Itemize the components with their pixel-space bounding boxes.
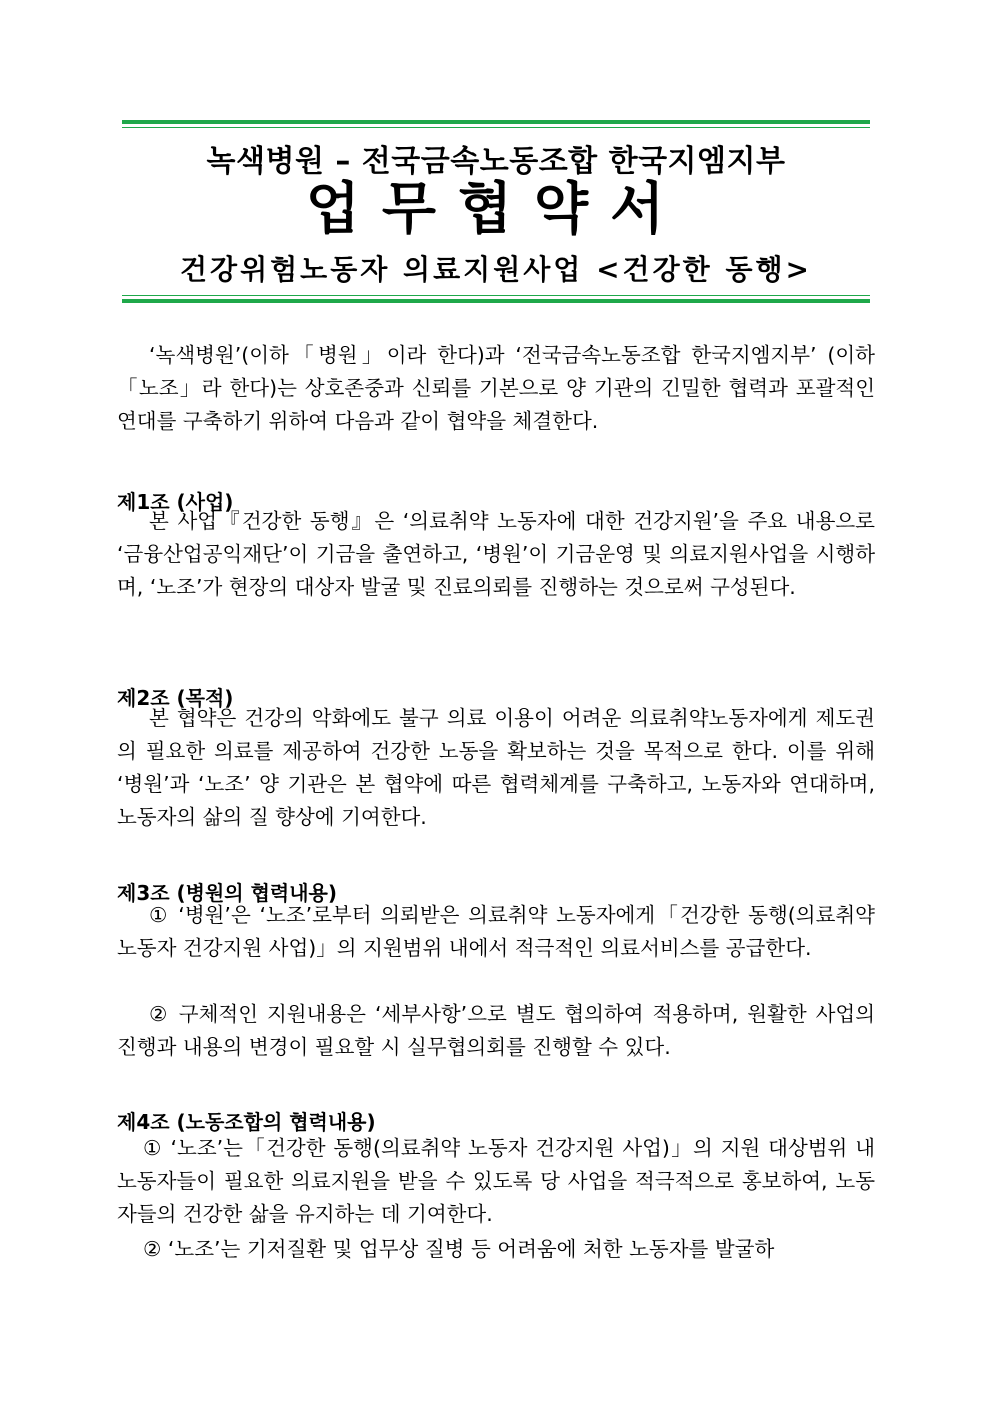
article-4-paragraph-1: ① ‘노조’는「건강한 동행(의료취약 노동자 건강지원 사업)」의 지원 대상범위 내 노동자들이 필요한 의료지원을 받을 수 있도록 당 사업을 적극적으로 홍보하여, 노동자들의 건강한 삶을 유지하는 데 기여한다. [117,1136,875,1226]
program-subtitle: 건강위험노동자 의료지원사업 <건강한 동행> [179,253,813,286]
article-1-paragraph: 본 사업『건강한 동행』은 ‘의료취약 노동자에 대한 건강지원’을 주요 내용으로 ‘금융산업공익재단’이 기금을 출연하고, ‘병원’이 기금운영 및 의료지원사업을 시행하며, ‘노조’가 현장의 대상자 발굴 및 진료의뢰를 진행하는 것으로써 구성된다. [117,509,875,599]
article-2-paragraph: 본 협약은 건강의 악화에도 불구 의료 이용이 어려운 의료취약노동자에게 제도권의 필요한 의료를 제공하여 건강한 노동을 확보하는 것을 목적으로 한다. 이를 위해 ‘병원’과 ‘노조’ 양 기관은 본 협약에 따른 협력체계를 구축하고, 노동자와 연대하며, 노동자의 삶의 질 향상에 기여한다. [117,706,875,829]
article-4-heading: 제4조 (노동조합의 협력내용) [117,1110,376,1134]
article-2-heading: 제2조 (목적) [117,686,234,710]
article-4-paragraph-2: ② ‘노조’는 기저질환 및 업무상 질병 등 어려움에 처한 노동자를 발굴하 [143,1237,775,1261]
top-double-rule [122,120,870,128]
agreement-parties-title: 녹색병원 – 전국금속노동조합 한국지엠지부 [206,144,786,179]
article-1-heading: 제1조 (사업) [117,490,234,514]
article-3-heading: 제3조 (병원의 협력내용) [117,881,338,905]
article-3-paragraph-2: ② 구체적인 지원내용은 ‘세부사항’으로 별도 협의하여 적용하며, 원활한 사업의 진행과 내용의 변경이 필요할 시 실무협의회를 진행할 수 있다. [117,1002,875,1059]
article-3-paragraph-1: ① ‘병원’은 ‘노조’로부터 의뢰받은 의료취약 노동자에게「건강한 동행(의료취약 노동자 건강지원 사업)」의 지원범위 내에서 적극적인 의료서비스를 공급한다. [117,903,875,960]
agreement-main-title: 업무협약서 [305,177,687,242]
intro-paragraph: ‘녹색병원’(이하「병원」이라 한다)과 ‘전국금속노동조합 한국지엠지부’ (이하「노조」라 한다)는 상호존중과 신뢰를 기본으로 양 기관의 긴밀한 협력과 포괄적인 연대를 구축하기 위하여 다음과 같이 협약을 체결한다. [117,343,875,433]
bottom-double-rule [122,295,870,303]
